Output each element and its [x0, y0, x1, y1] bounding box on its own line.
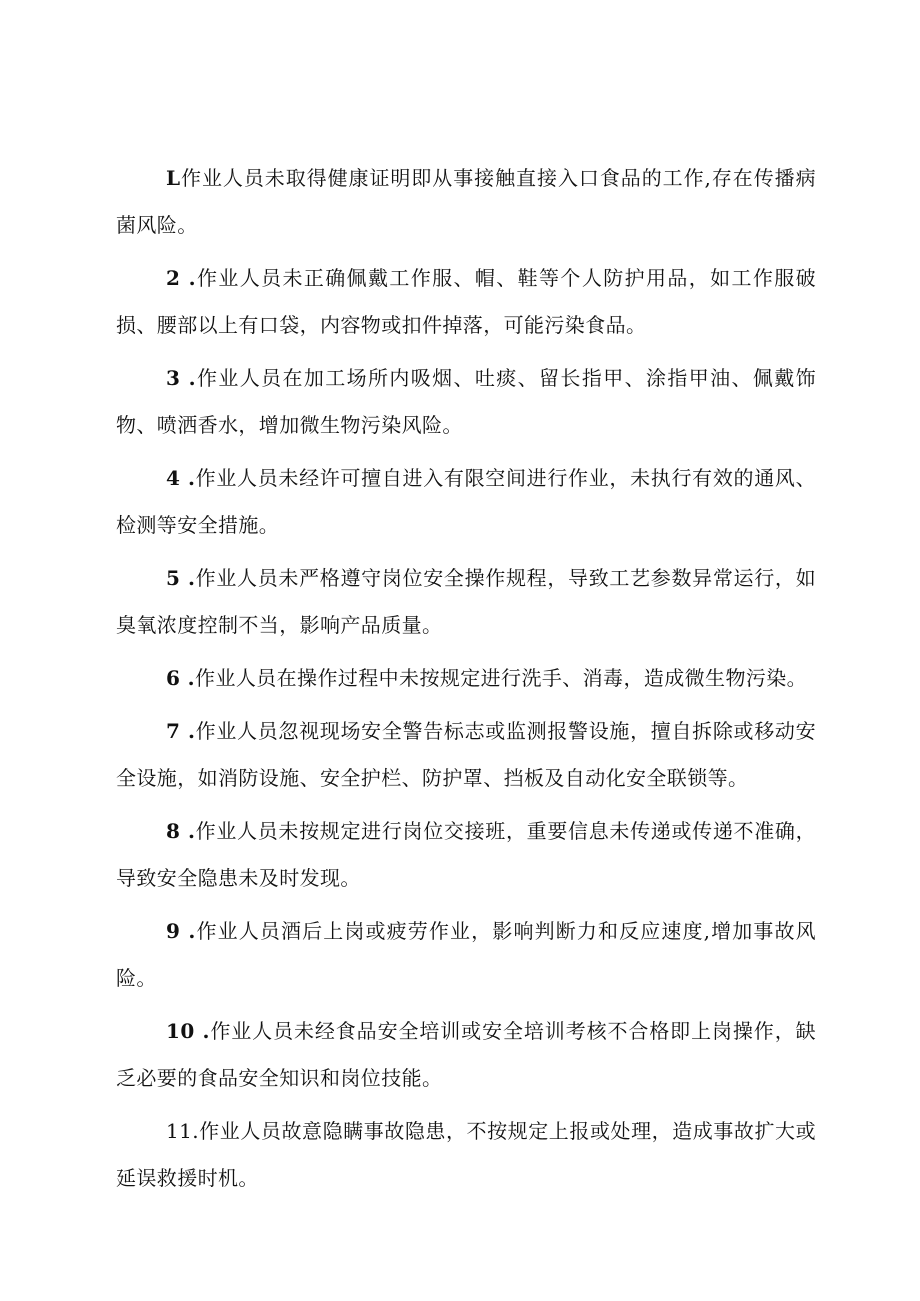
list-item: [116, 1108, 816, 1202]
item-text: 作业人员未严格遵守岗位安全操作规程，导致工艺参数异常运行，如臭氧浓度控制不当，影响产品质量。: [116, 566, 817, 637]
list-item: [116, 908, 816, 1002]
item-number: 9 .: [166, 919, 196, 943]
item-number: L: [166, 166, 181, 190]
item-text: 作业人员未取得健康证明即从事接触直接入口食品的工作,存在传播病菌风险。: [116, 166, 816, 237]
list-item: [116, 708, 816, 802]
item-text: 作业人员故意隐瞒事故隐患，不按规定上报或处理，造成事故扩大或延误救援时机。: [116, 1119, 816, 1190]
list-item: [116, 355, 816, 449]
item-text: 作业人员未经食品安全培训或安全培训考核不合格即上岗操作，缺乏必要的食品安全知识和岗位技能。: [116, 1019, 816, 1090]
hazard-list: [116, 155, 816, 1208]
item-number: 5 .: [166, 566, 196, 590]
item-number: 10 .: [166, 1019, 210, 1043]
list-item: [116, 455, 816, 549]
item-text: 作业人员未经许可擅自进入有限空间进行作业，未执行有效的通风、检测等安全措施。: [116, 466, 817, 537]
item-text: 作业人员在加工场所内吸烟、吐痰、留长指甲、涂指甲油、佩戴饰物、喷洒香水，增加微生物污染风险。: [116, 366, 816, 437]
item-number: 6 .: [166, 666, 196, 690]
list-item: [116, 255, 816, 349]
item-number: 11.: [166, 1119, 200, 1143]
list-item: [116, 808, 816, 902]
item-number: 4 .: [166, 466, 196, 490]
list-item: [116, 1008, 816, 1102]
item-text: 作业人员未按规定进行岗位交接班，重要信息未传递或传递不准确，导致安全隐患未及时发现。: [116, 819, 817, 890]
item-number: 8 .: [166, 819, 196, 843]
list-item: [116, 655, 816, 702]
item-number: 2 .: [166, 266, 197, 290]
list-item: [116, 155, 816, 249]
item-number: 3 .: [166, 366, 197, 390]
item-text: 作业人员酒后上岗或疲劳作业，影响判断力和反应速度,增加事故风险。: [116, 919, 817, 990]
list-item: [116, 555, 816, 649]
item-text: 作业人员未正确佩戴工作服、帽、鞋等个人防护用品，如工作服破损、腰部以上有口袋，内容物或扣件掉落，可能污染食品。: [116, 266, 816, 337]
item-text: 作业人员忽视现场安全警告标志或监测报警设施，擅自拆除或移动安全设施，如消防设施、安全护栏、防护罩、挡板及自动化安全联锁等。: [116, 719, 817, 790]
item-number: 7 .: [166, 719, 196, 743]
item-text: 作业人员在操作过程中未按规定进行洗手、消毒，造成微生物污染。: [195, 666, 808, 690]
